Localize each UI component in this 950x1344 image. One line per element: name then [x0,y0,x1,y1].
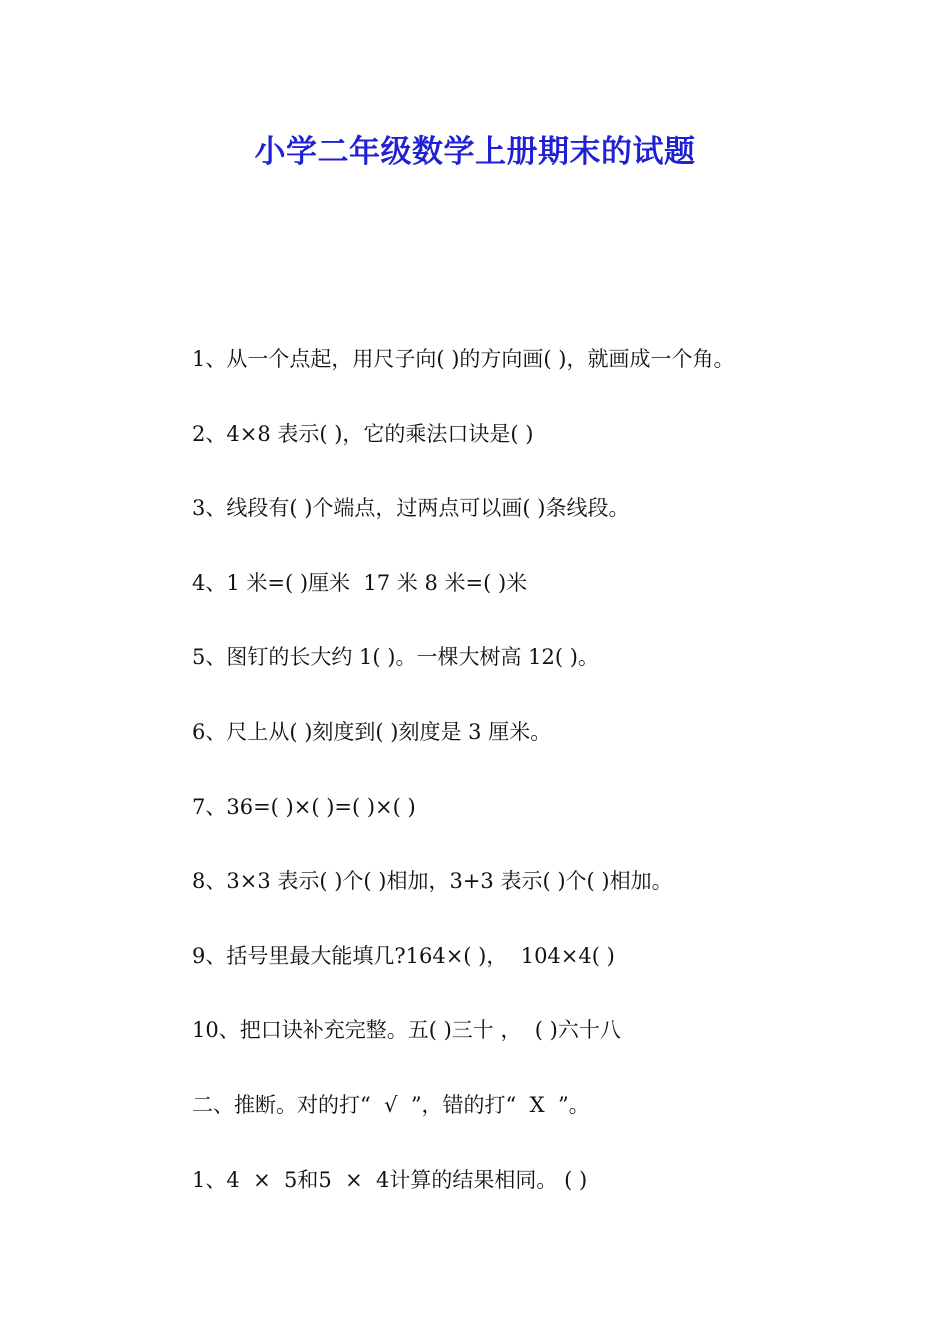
document-title: 小学二年级数学上册期末的试题 [254,134,696,170]
question-line-8: 8、3×3 表示( )个( )相加，3+3 表示( )个( )相加。 [192,869,673,894]
section-heading-judgment: 二、推断。对的打“ √ ”，错的打“ X ”。 [192,1092,590,1117]
question-line-6: 6、尺上从( )刻度到( )刻度是 3 厘米。 [192,719,552,744]
question-line-7: 7、36=( )×( )=( )×( ) [192,794,416,819]
question-line-3: 3、线段有( )个端点，过两点可以画( )条线段。 [192,496,630,521]
question-line-10: 10、把口诀补充完整。五( )三十 ， ( )六十八 [192,1018,621,1043]
question-line-4: 4、1 米=( )厘米 17 米 8 米=( )米 [192,570,528,595]
question-list [192,338,912,1233]
question-line-9: 9、括号里最大能填几?164×( )， 104×4( ) [192,943,615,968]
question-line-2: 2、4×8 表示( )，它的乘法口诀是( ) [192,421,534,446]
judgment-line-1: 1、4 × 5和5 × 4计算的结果相同。 ( ) [192,1167,588,1192]
question-line-5: 5、图钉的长大约 1( )。一棵大树高 12( )。 [192,645,599,670]
question-line-1: 1、从一个点起，用尺子向( )的方向画( )，就画成一个角。 [192,347,735,371]
